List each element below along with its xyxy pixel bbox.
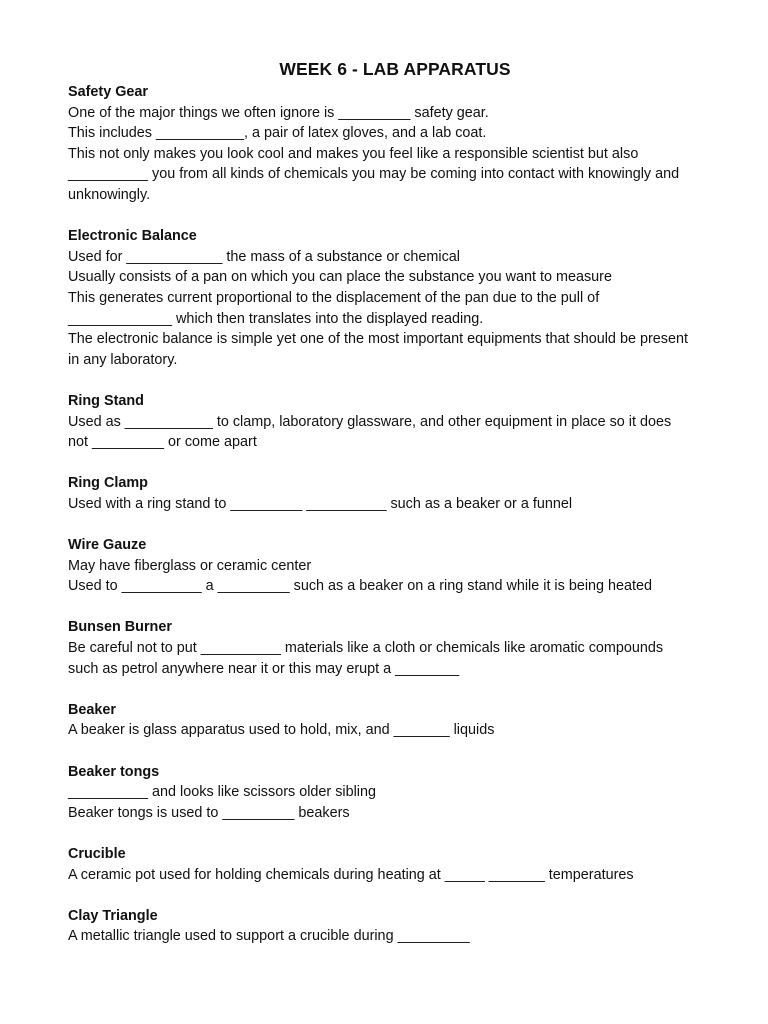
section-heading: Bunsen Burner (68, 619, 172, 636)
section-text-line: in any laboratory. (68, 351, 178, 368)
section-clay-triangle (68, 906, 728, 947)
section-text-line: Be careful not to put __________ materials like a cloth or chemicals like aromatic compounds (68, 640, 664, 657)
section-text-line: __________ you from all kinds of chemicals you may be coming into contact with knowingly and (68, 166, 680, 183)
section-text-line: Beaker tongs is used to _________ beakers (68, 804, 350, 821)
section-heading: Wire Gauze (68, 537, 147, 554)
section-beaker-tongs (68, 762, 728, 824)
section-text-line: May have fiberglass or ceramic center (68, 557, 312, 574)
section-heading: Crucible (68, 845, 126, 862)
section-heading: Safety Gear (68, 84, 148, 100)
section-text-line: Used to __________ a _________ such as a beaker on a ring stand while it is being heated (68, 578, 653, 595)
section-beaker (68, 700, 728, 741)
section-heading: Ring Clamp (68, 475, 148, 492)
section-ring-stand (68, 391, 728, 453)
section-safety-gear (68, 82, 728, 206)
section-crucible (68, 844, 728, 885)
section-heading: Clay Triangle (68, 907, 158, 924)
section-text-line: _____________ which then translates into the displayed reading. (68, 310, 484, 327)
section-electronic-balance (68, 226, 728, 370)
section-wire-gauze (68, 535, 728, 597)
section-text-line: This includes ___________, a pair of latex gloves, and a lab coat. (68, 125, 487, 142)
worksheet-content (68, 82, 728, 947)
section-text-line: Used with a ring stand to _________ __________ such as a beaker or a funnel (68, 495, 573, 512)
section-text-line: Usually consists of a pan on which you can place the substance you want to measure (68, 269, 612, 286)
section-heading: Ring Stand (68, 392, 144, 409)
section-text-line: Used as ___________ to clamp, laboratory glassware, and other equipment in place so it does (68, 413, 672, 430)
section-text-line: A metallic triangle used to support a crucible during _________ (68, 928, 470, 945)
page-title: WEEK 6 - LAB APPARATUS (279, 59, 511, 79)
section-ring-clamp (68, 473, 728, 514)
section-heading: Beaker (68, 701, 117, 718)
section-bunsen-burner (68, 617, 728, 679)
section-text-line: A ceramic pot used for holding chemicals during heating at _____ _______ temperatures (68, 866, 634, 883)
section-text-line: such as petrol anywhere near it or this may erupt a ________ (68, 660, 460, 677)
section-text-line: unknowingly. (68, 186, 151, 203)
section-heading: Electronic Balance (68, 228, 197, 245)
section-text-line: A beaker is glass apparatus used to hold, mix, and _______ liquids (68, 722, 495, 739)
section-text-line: The electronic balance is simple yet one of the most important equipments that should be present (68, 331, 688, 348)
section-text-line: This not only makes you look cool and makes you feel like a responsible scientist but also (68, 145, 639, 162)
section-text-line: Used for ____________ the mass of a substance or chemical (68, 248, 460, 265)
section-text-line: This generates current proportional to the displacement of the pan due to the pull of (68, 289, 600, 306)
section-heading: Beaker tongs (68, 763, 160, 780)
section-text-line: __________ and looks like scissors older sibling (68, 784, 376, 801)
section-text-line: not _________ or come apart (68, 434, 257, 451)
section-text-line: One of the major things we often ignore is _________ safety gear. (68, 104, 489, 121)
